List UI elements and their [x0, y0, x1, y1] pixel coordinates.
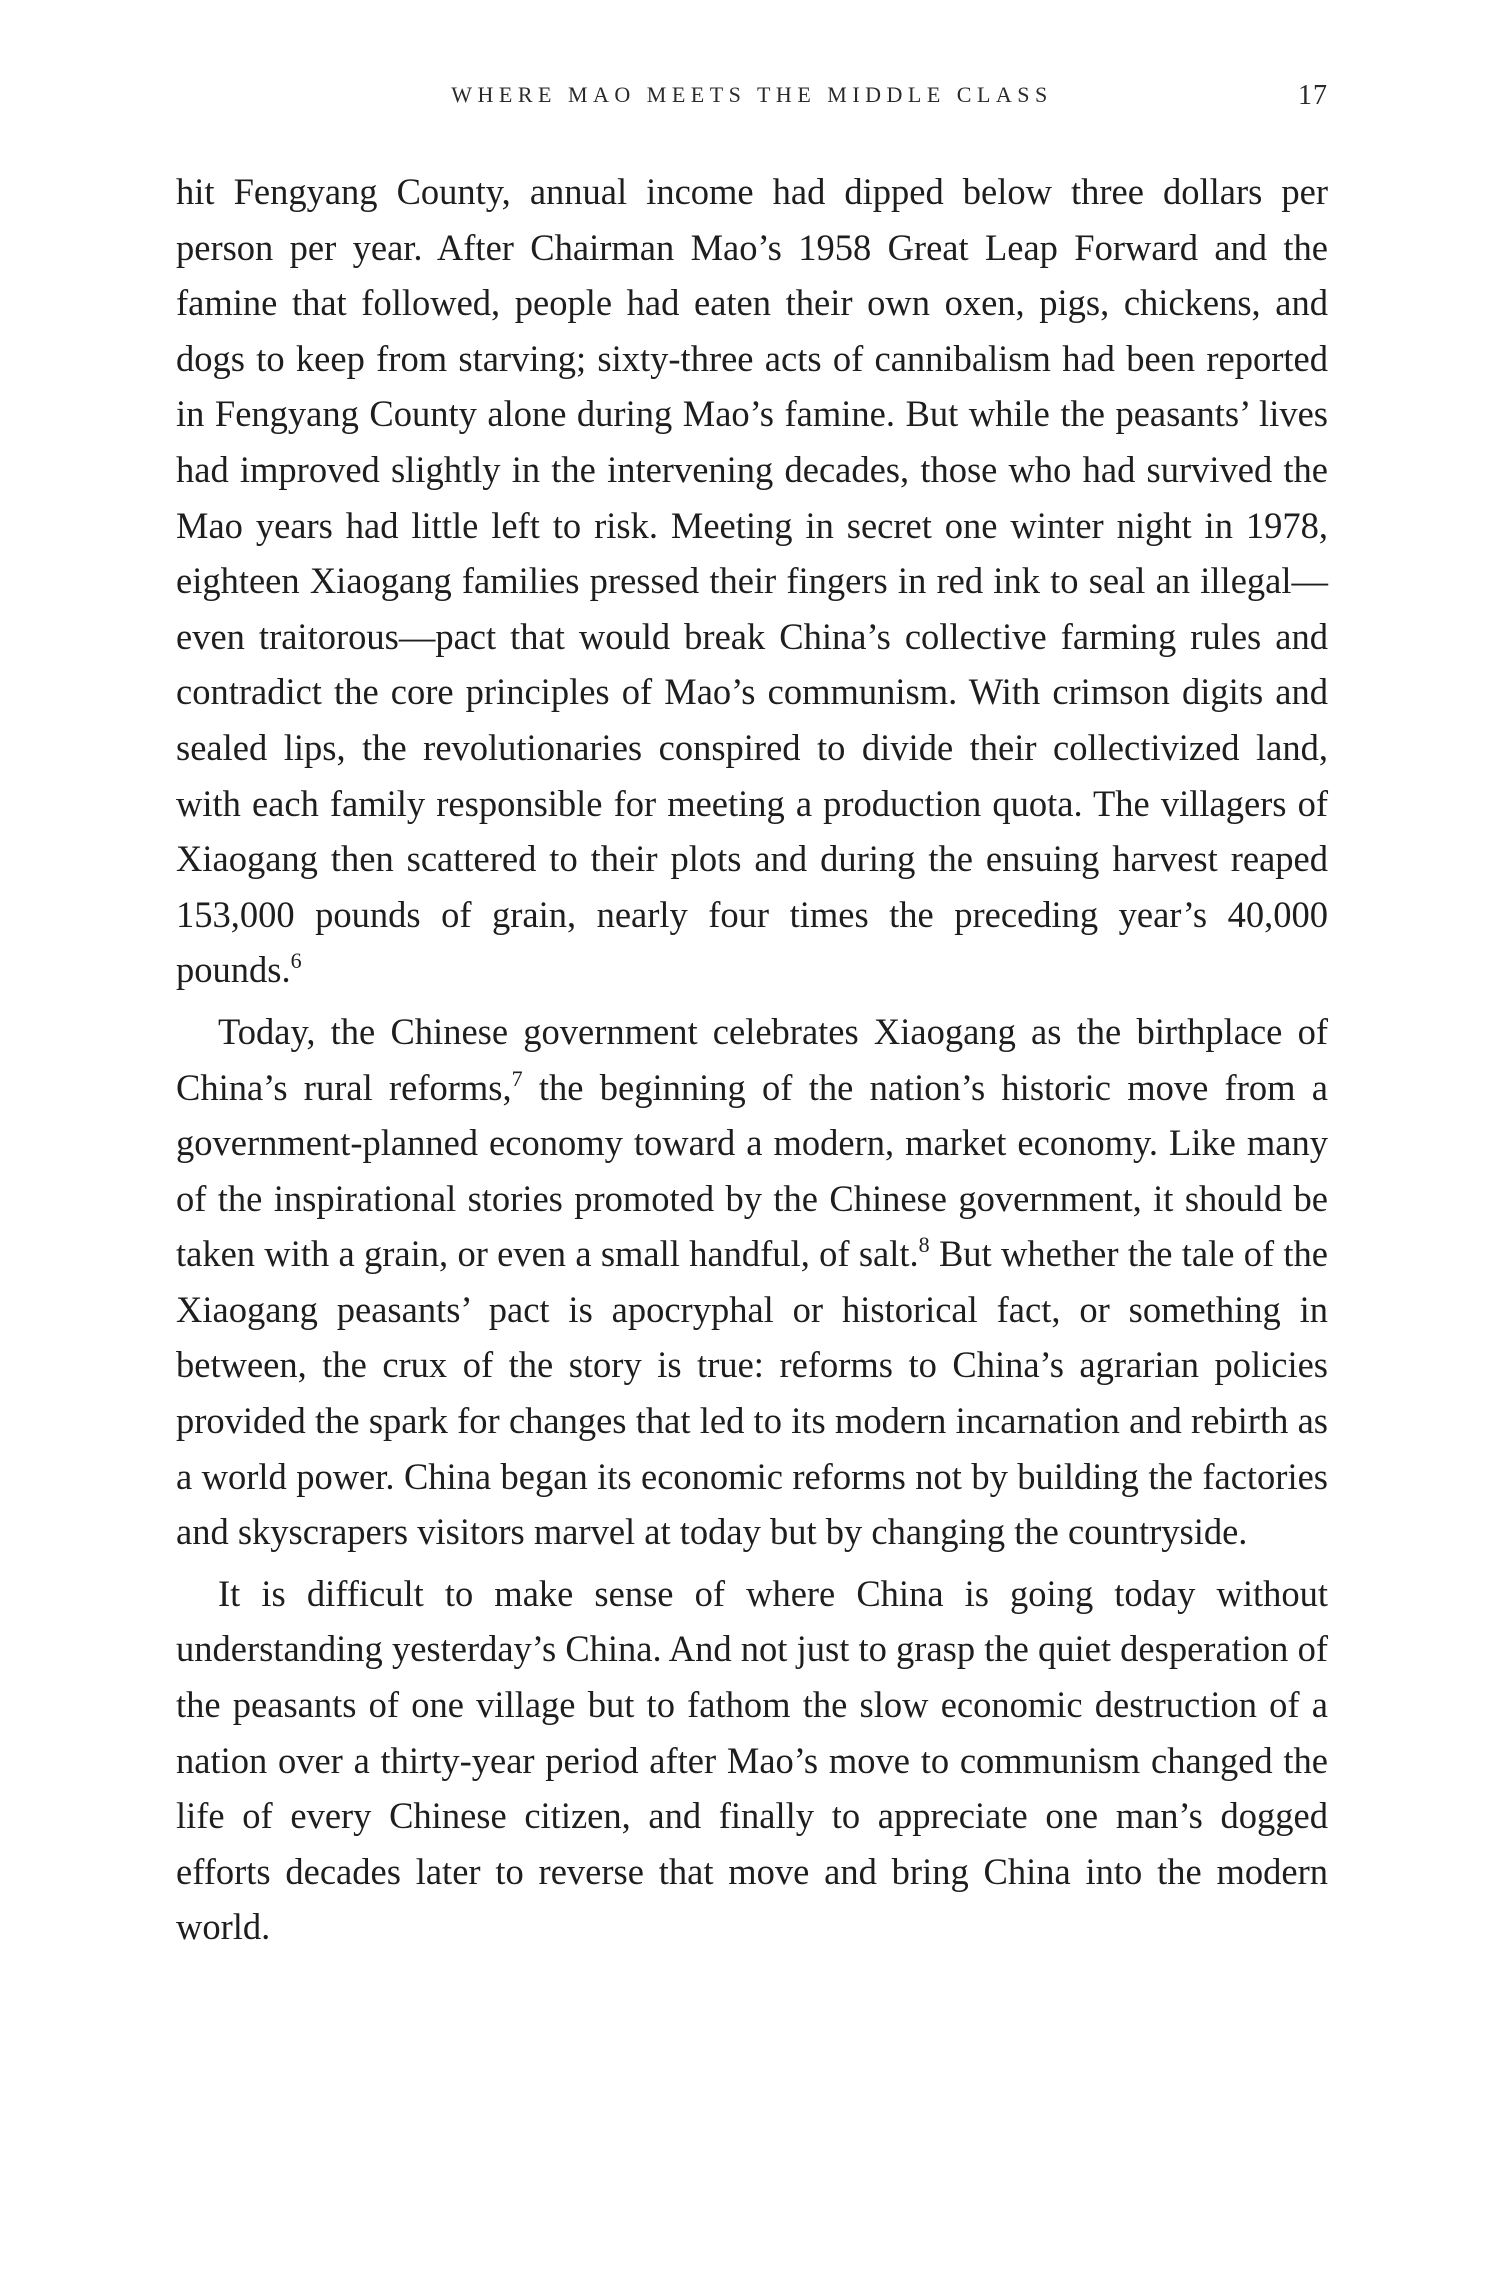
footnote-ref-7: 7: [511, 1065, 523, 1091]
paragraph-1-text-1: hit Fengyang County, annual income had dipped below three dollars per person per year. After Chairman Mao’s 1958 Great Leap Forward and the famine that followed, people had eaten their own oxen, pigs, chickens, and dogs to keep from starving; sixty-three acts of cannibalism had been reported in Fengyang County alone during Mao’s famine. But while the peasants’ lives had improved slightly in the intervening decades, those who had survived the Mao years had little left to risk. Meeting in secret one winter night in 1978, eighteen Xiaogang families pressed their fingers in red ink to seal an illegal—even traitorous—pact that would break China’s collective farming rules and contradict the core principles of Mao’s communism. With crimson digits and sealed lips, the revolutionaries conspired to divide their collectivized land, with each family responsible for meeting a production quota. The villagers of Xiaogang then scattered to their plots and during the ensuing harvest reaped 153,000 pounds of grain, nearly four times the preceding year’s 40,000 pounds.: [176, 171, 1328, 991]
footnote-ref-8: 8: [918, 1232, 930, 1258]
footnote-ref-6: 6: [290, 948, 302, 974]
paragraph-2-text-1: Today, the Chinese government celebrates Xiaogang as the birthplace of China’s rural reforms,: [176, 1010, 1328, 1108]
paragraph-2-text-3: But whether the tale of the Xiaogang peasants’ pact is apocryphal or historical fact, or something in between, the crux of the story is true: reforms to China’s agrarian policies provided the spark for changes that led to its modern incarnation and rebirth as a world power. China began its economic reforms not by building the factories and skyscrapers visitors marvel at today but by changing the countryside.: [176, 1233, 1328, 1553]
running-head: [176, 82, 1328, 122]
paragraph-2: [176, 1004, 1328, 1560]
paragraph-3: [176, 1566, 1328, 1955]
running-title: WHERE MAO MEETS THE MIDDLE CLASS: [451, 82, 1053, 107]
page-number: 17: [1298, 80, 1328, 111]
paragraph-3-text-1: It is difficult to make sense of where China is going today without understanding yesterday’s China. And not just to grasp the quiet desperation of the peasants of one village but to fathom the slow economic destruction of a nation over a thirty-year period after Mao’s move to communism changed the life of every Chinese citizen, and finally to appreciate one man’s dogged efforts decades later to reverse that move and bring China into the modern world.: [176, 1572, 1328, 1948]
paragraph-2-text-2: the beginning of the nation’s historic move from a government-planned economy toward a modern, market economy. Like many of the inspirational stories promoted by the Chinese government, it should be taken with a grain, or even a small handful, of salt.: [176, 1066, 1328, 1275]
body-text: [176, 164, 1328, 1955]
paragraph-1: [176, 164, 1328, 998]
